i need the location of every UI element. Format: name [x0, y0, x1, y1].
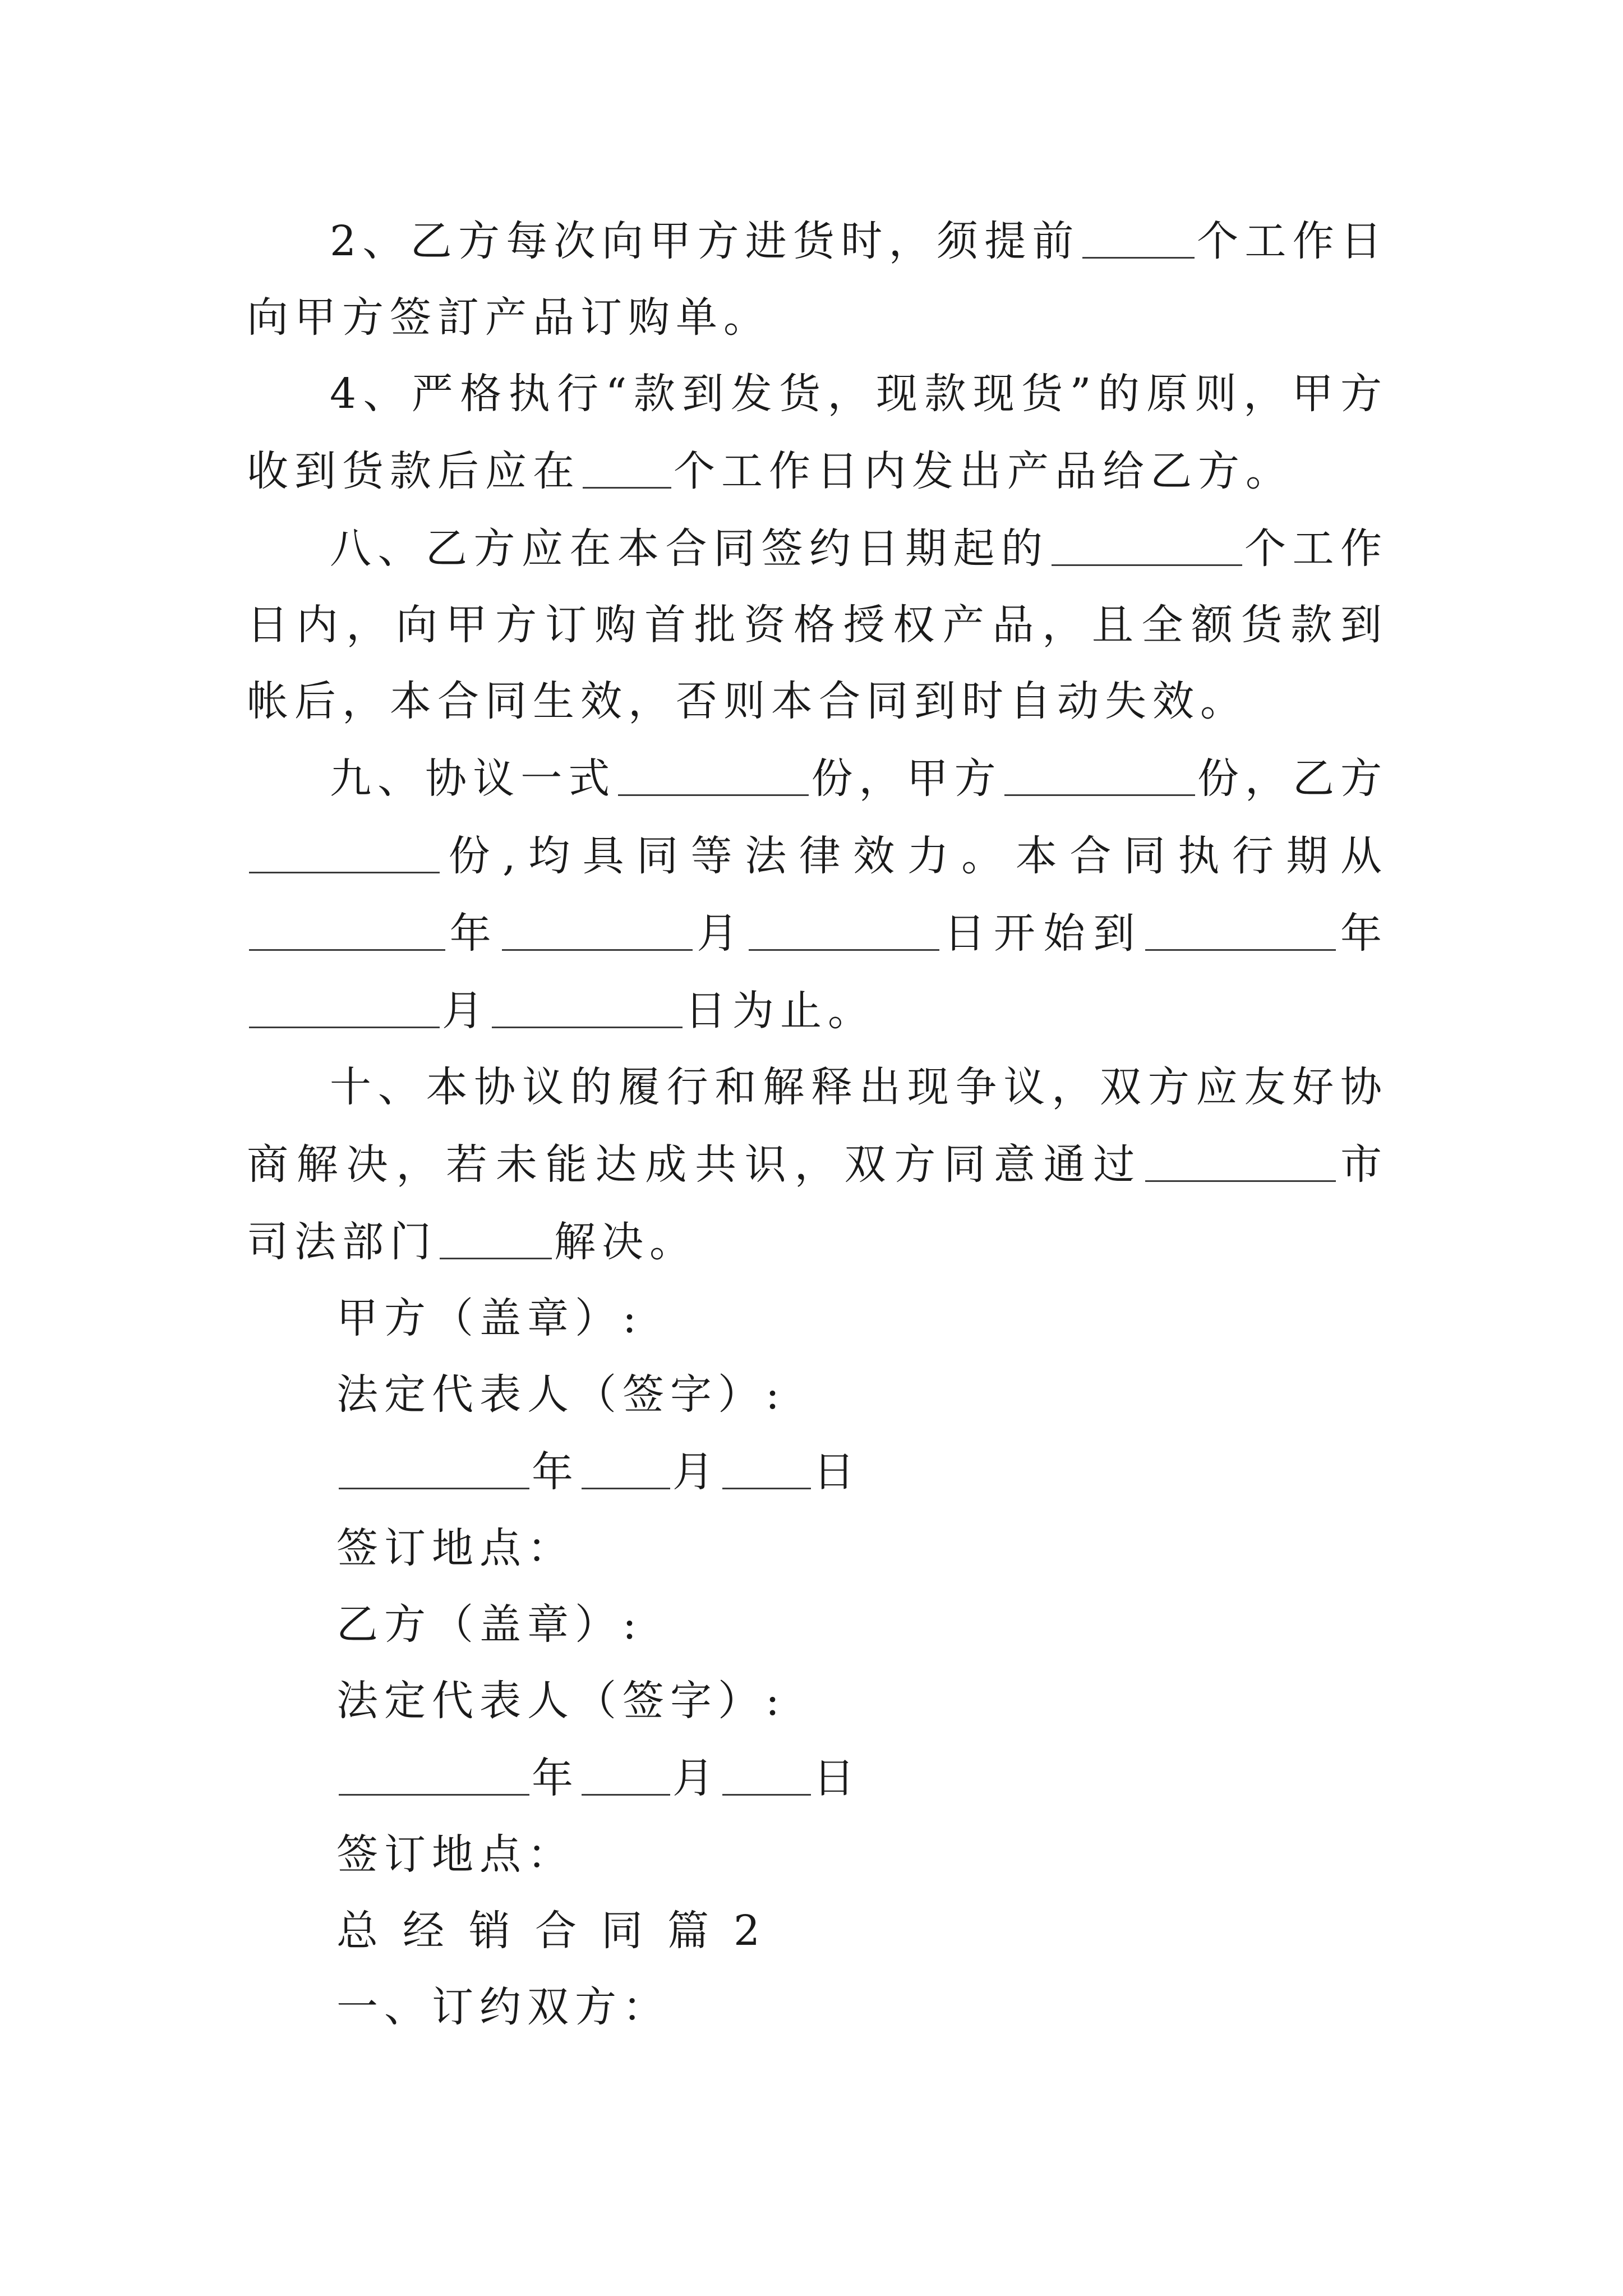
date-day-label: 日 [813, 1448, 861, 1496]
blank-underline [1145, 898, 1336, 951]
party-a-place: 签订地点： [336, 1524, 575, 1572]
clause-text: 十、本协议的履行和解释出现争议，双方应友好协商解决，若未能达成共识，双方同意通过 [247, 1063, 1388, 1189]
date-month-label: 月 [672, 1448, 720, 1496]
blank-underline [440, 1206, 552, 1259]
blank-underline [582, 1742, 670, 1796]
date-year-label: 年 [532, 1448, 579, 1496]
clause-text: 份,均具同等法律效力。本合同执行期从 [442, 832, 1388, 880]
blank-underline [249, 975, 440, 1028]
clause-4-payment-delivery [247, 356, 1388, 509]
document-body [247, 202, 1388, 2045]
clause-text: 九、协议一式 [330, 754, 616, 803]
blank-underline [1052, 513, 1242, 566]
date-month-label: 月 [672, 1754, 720, 1802]
party-a-seal: 甲方（盖章）: [336, 1294, 643, 1342]
clause-text: 年 [1338, 909, 1389, 958]
blank-underline [492, 975, 683, 1028]
clause-2-order-notice [247, 202, 1388, 356]
blank-underline [583, 435, 671, 489]
clause-text: 日开始到 [942, 909, 1144, 958]
clause-text: 个工作日内发出产品给乙方。 [674, 447, 1293, 495]
clause-9-copies-term [247, 739, 1388, 1049]
clause-text: 八、乙方应在本合同签约日期起的 [330, 524, 1049, 573]
blank-underline [582, 1436, 670, 1489]
party-a-representative: 法定代表人（签字）: [336, 1370, 786, 1419]
blank-underline [339, 1436, 529, 1489]
blank-underline [722, 1436, 811, 1489]
blank-underline [249, 820, 440, 873]
clause-text: 个工作日内，向甲方订购首批资格授权产品，且全额货款到帐后，本合同生效，否则本合同到时自动失效。 [247, 524, 1388, 725]
blank-underline [502, 898, 693, 951]
clause-text: 月 [694, 909, 747, 958]
blank-underline [1004, 743, 1195, 796]
clause-text: 份，甲方 [811, 754, 1002, 803]
blank-underline [722, 1742, 811, 1796]
clause-text: 年 [448, 909, 500, 958]
blank-underline [1082, 205, 1195, 259]
clause-text: 个工作日向甲方签訂产品订购单。 [247, 217, 1388, 342]
blank-underline [1145, 1129, 1336, 1182]
clause-8-effectiveness [247, 509, 1388, 739]
party-b-date [336, 1739, 1388, 1816]
blank-underline [749, 898, 939, 951]
party-b-representative: 法定代表人（签字）: [336, 1677, 786, 1725]
clause-text: 解决。 [554, 1218, 697, 1266]
party-b-seal: 乙方（盖章）: [336, 1600, 643, 1649]
party-b-place: 签订地点： [336, 1830, 575, 1879]
blank-underline [339, 1742, 529, 1796]
clause-text: 市司法部门 [247, 1140, 1389, 1266]
clause-text: 日为止。 [685, 987, 875, 1035]
clause-text: 月 [442, 987, 490, 1035]
date-year-label: 年 [532, 1754, 579, 1802]
clause-10-dispute [247, 1049, 1388, 1280]
section-first-item: 一、订约双方： [336, 1983, 670, 2031]
blank-underline [249, 898, 445, 951]
party-a-date [336, 1433, 1388, 1510]
clause-text: 4、严格执行“款到发货，现款现货”的原则，甲方收到货款后应在 [247, 370, 1388, 495]
clause-text: 份，乙方 [1197, 754, 1389, 803]
blank-underline [618, 743, 809, 796]
clause-text: 2、乙方每次向甲方进货时，须提前 [330, 217, 1080, 265]
section-heading: 总经销合同篇2 [336, 1907, 785, 1955]
date-day-label: 日 [813, 1754, 861, 1802]
